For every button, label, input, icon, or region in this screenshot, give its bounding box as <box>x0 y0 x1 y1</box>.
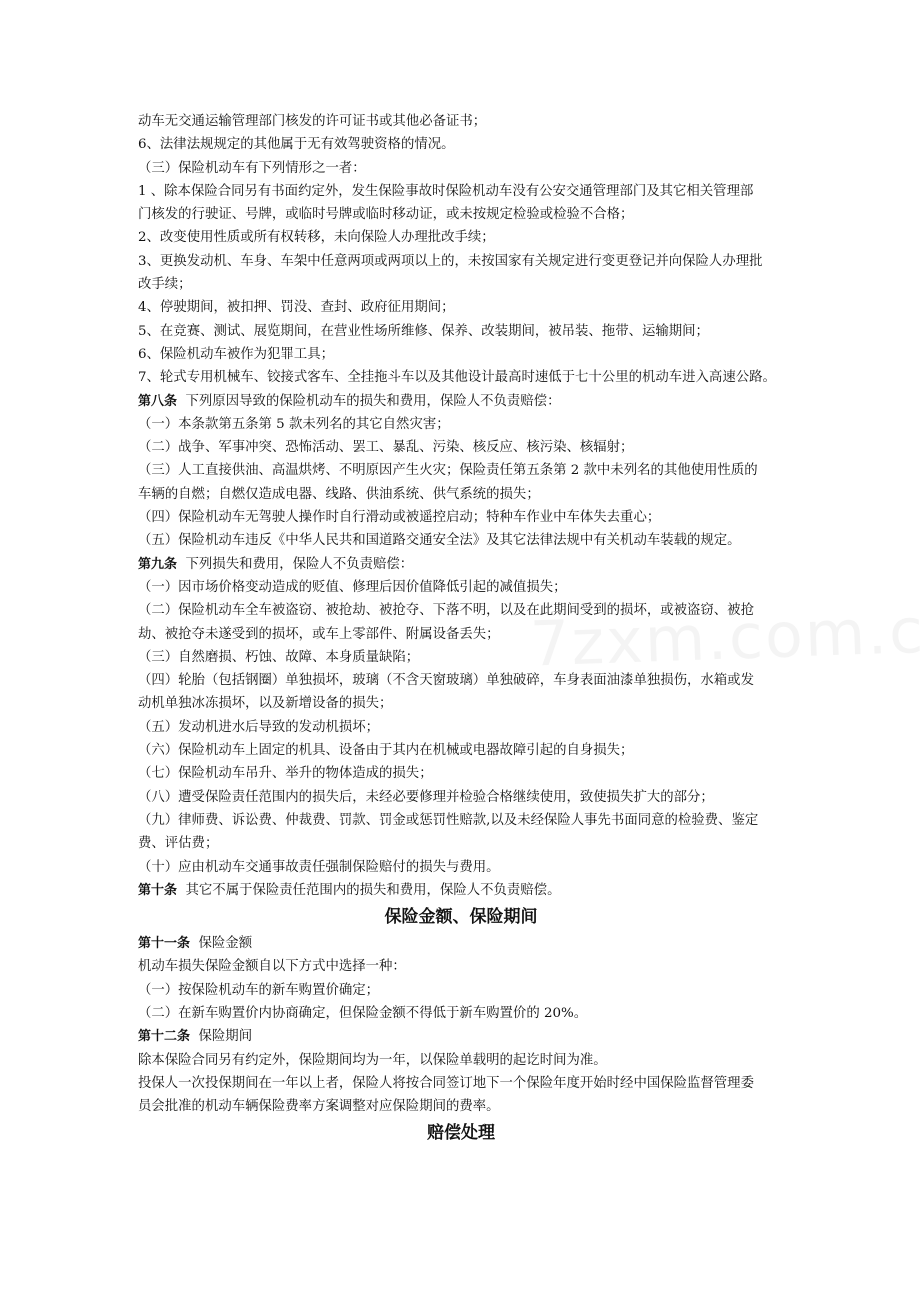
text-line <box>138 739 784 762</box>
line-text: （三）保险机动车有下列情形之一者： <box>138 160 366 176</box>
text-line <box>138 180 784 203</box>
line-text: （一）因市场价格变动造成的贬值、修理后因价值降低引起的减值损失； <box>138 579 567 595</box>
line-text: 除本保险合同另有约定外，保险期间均为一年，以保险单载明的起讫时间为准。 <box>138 1052 607 1068</box>
article-line <box>138 553 784 576</box>
section-heading: 赔偿处理 <box>427 1123 495 1144</box>
text-line <box>138 529 784 552</box>
line-text: （三）自然磨损、朽蚀、故障、本身质量缺陷； <box>138 649 420 665</box>
line-text: （二）战争、军事冲突、恐怖活动、罢工、暴乱、污染、核反应、核污染、核辐射； <box>138 440 634 456</box>
text-line <box>138 133 784 156</box>
text-line <box>138 226 784 249</box>
line-text: （五）保险机动车违反《中华人民共和国道路交通安全法》及其它法律法规中有关机动车装载的规定。 <box>138 533 741 549</box>
text-line <box>138 832 784 855</box>
line-text: 投保人一次投保期间在一年以上者，保险人将按合同签订地下一个保险年度开始时经中国保险监督管理委 <box>138 1075 754 1091</box>
line-text: 其它不属于保险责任范围内的损失和费用，保险人不负责赔偿。 <box>177 882 561 898</box>
line-text: 下列原因导致的保险机动车的损失和费用，保险人不负责赔偿： <box>177 393 561 409</box>
text-line <box>138 203 784 226</box>
line-text: （四）轮胎（包括钢圈）单独损坏，玻璃（不含天窗玻璃）单独破碎，车身表面油漆单独损伤，水箱或发 <box>138 673 754 689</box>
text-line <box>138 366 784 389</box>
line-text: （九）律师费、诉讼费、仲裁费、罚款、罚金或惩罚性赔款,以及未经保险人事先书面同意的检验费、鉴定 <box>138 812 759 828</box>
text-line <box>138 296 784 319</box>
text-line <box>138 716 784 739</box>
line-text: 动机单独冰冻损坏，以及新增设备的损失； <box>138 696 393 712</box>
line-text: 6、法律法规规定的其他属于无有效驾驶资格的情况。 <box>138 137 455 153</box>
text-line <box>138 576 784 599</box>
article-line <box>138 1025 784 1048</box>
line-text: （一）按保险机动车的新车购置价确定； <box>138 982 380 998</box>
line-text: 费、评估费； <box>138 836 219 852</box>
text-line <box>138 979 784 1002</box>
article-label: 第九条 <box>138 556 178 572</box>
article-line <box>138 390 784 413</box>
text-line <box>138 459 784 482</box>
article-line <box>138 879 784 902</box>
line-text: （三）人工直接供油、高温烘烤、不明原因产生火灾；保险责任第五条第 2 款中未列名的其他使用性质的 <box>138 463 758 479</box>
text-line <box>138 1002 784 1025</box>
document-body <box>138 110 784 1148</box>
article-label: 第八条 <box>138 393 178 409</box>
text-line <box>138 506 784 529</box>
line-text: （五）发动机进水后导致的发动机损坏； <box>138 719 380 735</box>
section-heading: 保险金额、保险期间 <box>384 907 538 928</box>
line-text: 下列损失和费用，保险人不负责赔偿： <box>177 556 414 572</box>
line-text: （二）保险机动车全车被盗窃、被抢劫、被抢夺、下落不明，以及在此期间受到的损坏，或被盗窃、被抢 <box>138 603 754 619</box>
line-text: （二）在新车购置价内协商确定，但保险金额不得低于新车购置价的 20%。 <box>138 1005 588 1021</box>
text-line <box>138 250 784 273</box>
line-text: （四）保险机动车无驾驶人操作时自行滑动或被遥控启动；特种车作业中车体失去重心； <box>138 510 661 526</box>
text-line <box>138 955 784 978</box>
line-text: （六）保险机动车上固定的机具、设备由于其内在机械或电器故障引起的自身损失； <box>138 743 634 759</box>
article-label: 第十条 <box>138 882 178 898</box>
text-line <box>138 646 784 669</box>
line-text: 7、轮式专用机械车、铰接式客车、全挂拖斗车以及其他设计最高时速低于七十公里的机动车进入高速公路。 <box>138 370 776 386</box>
article-label: 第十二条 <box>138 1029 191 1045</box>
line-text: 机动车损失保险金额自以下方式中选择一种： <box>138 959 406 975</box>
line-text: 保险期间 <box>190 1029 253 1045</box>
text-line <box>138 786 784 809</box>
text-line <box>138 1049 784 1072</box>
line-text: 车辆的自燃；自燃仅造成电器、线路、供油系统、供气系统的损失； <box>138 486 540 502</box>
text-line <box>138 343 784 366</box>
text-line <box>138 599 784 622</box>
line-text: （十）应由机动车交通事故责任强制保险赔付的损失与费用。 <box>138 859 500 875</box>
line-text: 门核发的行驶证、号牌，或临时号牌或临时移动证，或未按规定检验或检验不合格； <box>138 207 634 223</box>
text-line <box>138 809 784 832</box>
text-line <box>138 273 784 296</box>
line-text: 1 、除本保险合同另有书面约定外，发生保险事故时保险机动车没有公安交通管理部门及其它相关管理部 <box>138 183 754 199</box>
line-text: 4、停驶期间，被扣押、罚没、查封、政府征用期间； <box>138 300 455 316</box>
text-line <box>138 669 784 692</box>
text-line <box>138 692 784 715</box>
line-text: 保险金额 <box>190 936 253 952</box>
text-line <box>138 1072 784 1095</box>
line-text: 2、改变使用性质或所有权转移，未向保险人办理批改手续； <box>138 230 495 246</box>
line-text: 员会批准的机动车辆保险费率方案调整对应保险期间的费率。 <box>138 1099 500 1115</box>
line-text: 6、保险机动车被作为犯罪工具； <box>138 346 334 362</box>
text-line <box>138 856 784 879</box>
article-label: 第十一条 <box>138 936 191 952</box>
line-text: 动车无交通运输管理部门核发的许可证书或其他必备证书； <box>138 114 487 129</box>
text-line <box>138 762 784 785</box>
text-line <box>138 436 784 459</box>
line-text: 5、在竞赛、测试、展览期间，在营业性场所维修、保养、改装期间，被吊装、拖带、运输期间； <box>138 323 709 339</box>
text-line <box>138 483 784 506</box>
line-text: 3、更换发动机、车身、车架中任意两项或两项以上的，未按国家有关规定进行变更登记并向保险人办理批 <box>138 253 763 269</box>
line-text: （七）保险机动车吊升、举升的物体造成的损失； <box>138 766 433 782</box>
text-line <box>138 157 784 180</box>
line-text: （一）本条款第五条第 5 款未列名的其它自然灾害； <box>138 416 450 432</box>
text-line <box>138 110 784 133</box>
text-line <box>138 623 784 646</box>
line-text: 改手续； <box>138 277 192 293</box>
line-text: 劫、被抢夺未遂受到的损坏，或车上零部件、附属设备丢失； <box>138 626 500 642</box>
text-line <box>138 413 784 436</box>
text-line <box>138 320 784 343</box>
line-text: （八）遭受保险责任范围内的损失后，未经必要修理并检验合格继续使用，致使损失扩大的部分； <box>138 789 714 805</box>
text-line <box>138 1095 784 1118</box>
article-line <box>138 932 784 955</box>
